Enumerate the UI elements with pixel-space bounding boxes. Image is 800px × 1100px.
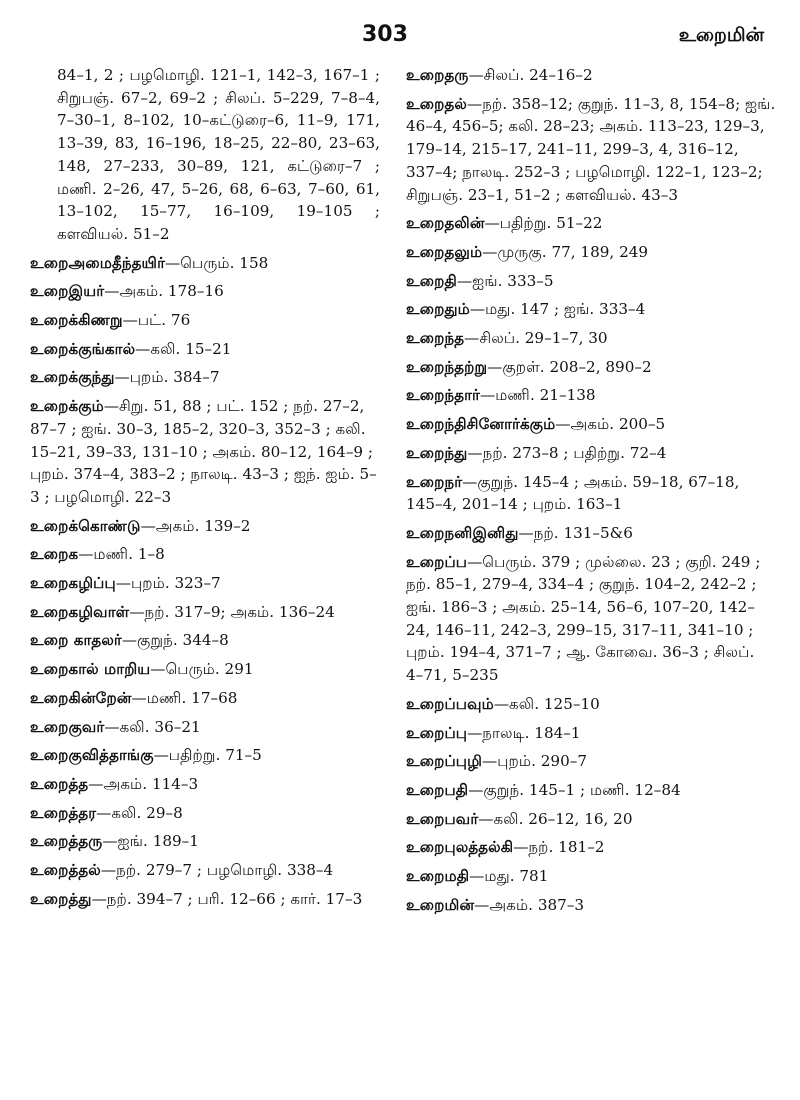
entry-headword: உறைப்புழி [406,752,483,771]
entry-references: —ஐங். 333–5 [456,271,554,290]
index-entry [30,601,380,630]
entry-references: —கலி. 29–8 [96,803,183,822]
index-entry [30,830,380,859]
index-entry [406,779,776,808]
index-entry [30,629,380,658]
index-entry [406,471,776,522]
entry-headword: உறைதரு [406,66,469,84]
entry-references: —அகம். 139–2 [140,516,251,535]
entry-headword: உறைநனிஇனிது [406,523,519,542]
page-header [0,22,800,56]
index-entry [30,252,380,281]
entry-headword: உறைபுலத்தல்கி [406,838,514,857]
running-head: உறைமின் [678,24,764,46]
index-entry [30,744,380,773]
entry-references: —பெரும். 158 [165,253,269,272]
entry-references: —பதிற்று. 71–5 [153,746,262,765]
entry-references: —மது. 147 ; ஐங். 333–4 [469,300,646,319]
entry-headword: உறைந்த [406,329,465,348]
entry-headword: உறைக்குங்கால் [30,339,136,358]
index-entry [406,750,776,779]
entry-headword: உறைகின்றேன் [30,688,132,707]
entry-references: —நற். 317–9; அகம். 136–24 [129,602,335,621]
entry-references: —நாலடி. 184–1 [467,723,581,742]
index-entry [406,808,776,837]
entry-references: —சிலப். 24–16–2 [468,66,593,84]
page-number: 303 [362,22,408,47]
index-entry [30,338,380,367]
entry-headword: உறைக்கும் [30,397,104,416]
entry-references: —கலி. 26–12, 16, 20 [478,809,633,828]
entry-references: —நற். 273–8 ; பதிற்று. 72–4 [467,443,667,462]
entry-headword: உறைதலும் [406,242,483,261]
entry-headword: உறைபதி [406,780,469,799]
entry-references: —புறம். 384–7 [114,368,220,387]
entry-references: —நற். 131–5&6 [518,523,633,542]
entry-headword: உறைகழிவாள் [30,602,130,621]
index-entry [30,64,380,252]
entry-references: —குறுந். 145–1 ; மணி. 12–84 [468,780,681,799]
index-entry [406,693,776,722]
entry-headword: உறைத்து [30,889,92,908]
entry-references: —ஐங். 189–1 [102,832,199,851]
entry-references: —சிலப். 29–1–7, 30 [464,329,608,348]
entry-references: —அகம். 200–5 [555,415,666,434]
entry-headword: உறைகழிப்பு [30,574,116,593]
index-entry [406,551,776,693]
entry-headword: உறைகுவர் [30,717,105,736]
index-entry [406,894,776,923]
index-entry [30,716,380,745]
entry-headword: உறைமதி [406,867,470,886]
entry-references: —பதிற்று. 51–22 [484,214,603,233]
left-column [30,64,380,917]
entry-references: —புறம். 323–7 [115,574,221,593]
entry-headword: உறைதல் [406,94,467,113]
entry-references: —கலி. 15–21 [135,339,232,358]
entry-references: —முருகு. 77, 189, 249 [482,242,649,261]
entry-headword: உறைதலின் [406,214,485,233]
entry-headword: உறைந்து [406,443,468,462]
entry-headword: உறைகால் மாறிய [30,660,151,679]
entry-headword: உறைப்பு [406,723,468,742]
entry-references: —நற். 181–2 [513,838,605,857]
entry-headword: உறைபவர் [406,809,479,828]
index-entry [30,280,380,309]
entry-references: 84–1, 2 ; பழமொழி. 121–1, 142–3, 167–1 ; சிறுபஞ். 67–2, 69–2 ; சிலப். 5–229, 7–8–4, 7–30–1, 8–102, 10–கட்டுரை–6, 11–9, 171, 13–39, 83, 16–196, 18–25, 22–80, 23–63, 148, 27–233, 30–89, 121, கட்டுரை–7 ; மணி. 2–26, 47, 5–26, 68, 6–63, 7–60, 61, 13–102, 15–77, 16–109, 19–105 ; களவியல். 51–2 [57,66,380,243]
index-entry [406,836,776,865]
index-entry [406,241,776,270]
entry-headword: உறைக்குந்து [30,368,115,387]
entry-references: —அகம். 178–16 [104,282,224,301]
entry-headword: உறைக்கிணறு [30,311,123,330]
index-entry [30,515,380,544]
index-entry [406,212,776,241]
index-entry [406,442,776,471]
entry-headword: உறைநர் [406,472,463,491]
index-entry [406,722,776,751]
index-entry [406,865,776,894]
index-entry [30,309,380,338]
entry-references: —நற். 358–12; குறுந். 11–3, 8, 154–8; ஐங். 46–4, 456–5; கலி. 28–23; அகம். 113–23, 129–3, 179–14, 215–17, 241–11, 299–3, 4, 316–12, 337–4; நாலடி. 252–3 ; பழமொழி. 122–1, 123–2; சிறுபஞ். 23–1, 51–2 ; களவியல். 43–3 [406,94,776,204]
entry-headword: உறைமின் [406,895,475,914]
index-entry [406,298,776,327]
entry-headword: உறைகுவித்தாங்கு [30,746,154,765]
index-entry [406,270,776,299]
index-entry [406,356,776,385]
entry-headword: உறைந்தற்று [406,357,488,376]
index-entry [406,327,776,356]
entry-references: —கலி. 125–10 [493,694,600,713]
index-entry [406,93,776,213]
entry-headword: உறைப்ப [406,552,468,571]
index-entry [30,658,380,687]
entry-headword: உறைத்தல் [30,861,101,880]
entry-references: —மணி. 1–8 [78,545,165,564]
entry-headword: உறைப்பவும் [406,694,494,713]
index-entry [30,543,380,572]
entry-references: —புறம். 290–7 [482,752,587,771]
entry-references: —மணி. 17–68 [131,688,238,707]
entry-headword: உறைத்தரு [30,832,103,851]
index-entry [30,773,380,802]
entry-references: —மது. 781 [469,867,549,886]
index-entry [30,395,380,515]
index-entry [406,384,776,413]
entry-references: —அகம். 114–3 [88,774,199,793]
entry-headword: உறைஇயர் [30,282,105,301]
index-entry [30,572,380,601]
entry-references: —கலி. 36–21 [104,717,201,736]
entry-headword: உறைஅமைதீந்தயிர் [30,253,166,272]
index-entry [406,413,776,442]
entry-references: —நற். 394–7 ; பரி. 12–66 ; கார். 17–3 [91,889,363,908]
entry-references: —குறுந். 145–4 ; அகம். 59–18, 67–18, 145–4, 201–14 ; புறம். 163–1 [406,472,740,514]
entry-references: —மணி. 21–138 [480,386,596,405]
index-entry [30,888,380,917]
entry-references: —சிறு. 51, 88 ; பட். 152 ; நற். 27–2, 87–7 ; ஐங். 30–3, 185–2, 320–3, 352–3 ; கலி. 15–21, 39–33, 131–10 ; அகம். 80–12, 164–9 ; புறம். 374–4, 383–2 ; நாலடி. 43–3 ; ஐந். ஐம். 5–3 ; பழமொழி. 22–3 [30,397,377,506]
index-entry [30,859,380,888]
entry-references: —குறள். 208–2, 890–2 [487,357,652,376]
entry-headword: உறைதி [406,271,457,290]
entry-headword: உறைதும் [406,300,470,319]
index-entry [406,522,776,551]
index-entry [30,687,380,716]
entry-references: —அகம். 387–3 [474,895,585,914]
entry-headword: உறைந்தார் [406,386,480,405]
right-column [406,64,776,923]
entry-references: —நற். 279–7 ; பழமொழி. 338–4 [100,861,334,880]
index-entry [406,64,776,93]
entry-references: —பெரும். 291 [150,660,254,679]
entry-headword: உறை காதலர் [30,631,122,650]
entry-headword: உறைக்கொண்டு [30,516,141,535]
index-entry [30,366,380,395]
entry-references: —குறுந். 344–8 [121,631,229,650]
entry-headword: உறைத்தர [30,803,97,822]
entry-headword: உறைத்த [30,774,89,793]
entry-references: —பெரும். 379 ; முல்லை. 23 ; குறி. 249 ; நற். 85–1, 279–4, 334–4 ; குறுந். 104–2, 242–2 ; ஐங். 186–3 ; அகம். 25–14, 56–6, 107–20, 142–24, 146–11, 242–3, 299–15, 317–11, 341–10 ; புறம். 194–4, 371–7 ; ஆ. கோவை. 36–3 ; சிலப். 4–71, 5–235 [406,552,761,685]
entry-headword: உறைக [30,545,79,564]
entry-headword: உறைந்திசினோர்க்கும் [406,415,556,434]
index-entry [30,802,380,831]
entry-references: —பட். 76 [122,311,191,330]
